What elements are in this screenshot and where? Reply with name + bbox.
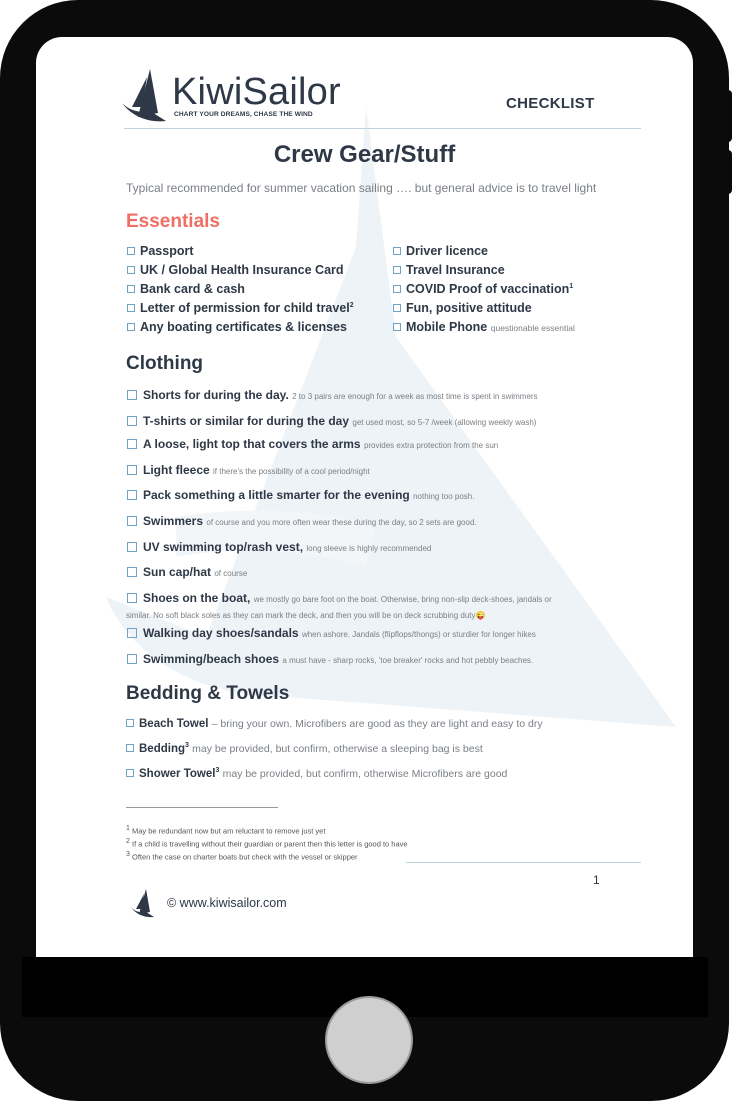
clothing-item[interactable]: A loose, light top that covers the arms provides extra protection from the sun <box>127 437 498 451</box>
page-number: 1 <box>593 873 600 887</box>
essential-item[interactable]: Driver licence <box>393 244 488 258</box>
checkbox[interactable] <box>127 323 135 331</box>
checklist-label: CHECKLIST <box>506 95 595 112</box>
essential-item[interactable]: Passport <box>127 244 194 258</box>
bedding-item[interactable]: Bedding$^3$ may be provided, but confirm, otherwise a sleeping bag is best <box>126 742 483 755</box>
checkbox[interactable] <box>127 285 135 293</box>
essential-item[interactable]: Letter of permission for child travel$^2$ <box>127 301 354 315</box>
clothing-item-continuation: similar. No soft black soles as they can mark the deck, and then you will be on deck scrubbing duty😜 <box>126 611 486 620</box>
checkbox[interactable] <box>127 266 135 274</box>
home-button-icon[interactable] <box>325 996 413 1084</box>
checkbox[interactable] <box>127 439 137 449</box>
page-title: Crew Gear/Stuff <box>273 141 456 168</box>
essential-item[interactable]: Any boating certificates & licenses <box>127 320 347 334</box>
checkbox[interactable] <box>127 654 137 664</box>
footnote-divider <box>126 807 278 808</box>
clothing-item[interactable]: Shoes on the boat, we mostly go bare foot on the boat. Otherwise, bring non-slip deck-shoes, jandals or <box>127 591 552 605</box>
bedding-item[interactable]: Shower Towel$^3$ may be provided, but confirm, otherwise Microfibers are good <box>126 767 507 780</box>
clothing-heading: Clothing <box>126 353 204 374</box>
brand-name: KiwiSailor <box>172 71 341 113</box>
tablet-screen <box>36 37 693 957</box>
checkbox[interactable] <box>393 304 401 312</box>
page-subtitle: Typical recommended for summer vacation sailing …. but general advice is to travel light <box>126 181 597 195</box>
footnote: $^1$ May be redundant now but am reluctant to remove just yet <box>126 825 326 836</box>
checkbox[interactable] <box>127 490 137 500</box>
essential-item[interactable]: Fun, positive attitude <box>393 301 532 315</box>
clothing-item[interactable]: Swimming/beach shoes a must have - sharp rocks, 'toe breaker' rocks and hot pebbly beaches. <box>127 652 533 666</box>
clothing-item[interactable]: Swimmers of course and you more often wear these during the day, so 2 sets are good. <box>127 514 477 528</box>
checkbox[interactable] <box>127 304 135 312</box>
sailboat-footer-icon <box>130 888 158 918</box>
brand-tagline: CHART YOUR DREAMS, CHASE THE WIND <box>174 111 313 118</box>
header-divider <box>124 128 641 129</box>
checkbox[interactable] <box>126 744 134 752</box>
clothing-item[interactable]: T-shirts or similar for during the day get used most, so 5-7 /week (allowing weekly wash) <box>127 414 536 428</box>
checkbox[interactable] <box>126 719 134 727</box>
checkbox[interactable] <box>127 567 137 577</box>
footer-url[interactable]: © www.kiwisailor.com <box>167 896 287 910</box>
clothing-item[interactable]: Light fleece if there's the possibility of a cool period/night <box>127 463 370 477</box>
checkbox[interactable] <box>127 516 137 526</box>
checkbox[interactable] <box>127 542 137 552</box>
clothing-item[interactable]: Pack something a little smarter for the evening nothing too posh. <box>127 488 474 502</box>
side-button-upper[interactable] <box>725 90 732 142</box>
footnote: $^2$ If a child is travelling without their guardian or parent then this letter is good to have <box>126 838 408 849</box>
essential-item[interactable]: Travel Insurance <box>393 263 505 277</box>
checkbox[interactable] <box>126 769 134 777</box>
footnote: $^3$ Often the case on charter boats but check with the vessel or skipper <box>126 851 358 862</box>
side-button-lower[interactable] <box>725 150 732 194</box>
clothing-item[interactable]: Walking day shoes/sandals when ashore. Jandals (flipflops/thongs) or sturdier for longer hikes <box>127 626 536 640</box>
sailboat-logo-icon <box>120 67 174 123</box>
bedding-item[interactable]: Beach Towel – bring your own. Microfibers are good as they are light and easy to dry <box>126 718 543 730</box>
essentials-heading: Essentials <box>126 211 220 232</box>
clothing-item[interactable]: Sun cap/hat of course <box>127 565 247 579</box>
checkbox[interactable] <box>127 465 137 475</box>
checkbox[interactable] <box>127 390 137 400</box>
checkbox[interactable] <box>127 593 137 603</box>
essential-item[interactable]: Bank card & cash <box>127 282 245 296</box>
clothing-item[interactable]: UV swimming top/rash vest, long sleeve is highly recommended <box>127 540 431 554</box>
footer-divider <box>406 862 641 863</box>
clothing-item[interactable]: Shorts for during the day. 2 to 3 pairs are enough for a week as most time is spent in swimmers <box>127 388 538 402</box>
checkbox[interactable] <box>127 247 135 255</box>
checkbox[interactable] <box>127 628 137 638</box>
checkbox[interactable] <box>127 416 137 426</box>
essential-item[interactable]: UK / Global Health Insurance Card <box>127 263 344 277</box>
checkbox[interactable] <box>393 323 401 331</box>
checkbox[interactable] <box>393 285 401 293</box>
checkbox[interactable] <box>393 266 401 274</box>
essential-item[interactable]: COVID Proof of vaccination$^1$ <box>393 282 573 296</box>
essential-item[interactable]: Mobile Phone questionable essential <box>393 320 575 334</box>
bedding-heading: Bedding & Towels <box>126 683 290 704</box>
checkbox[interactable] <box>393 247 401 255</box>
